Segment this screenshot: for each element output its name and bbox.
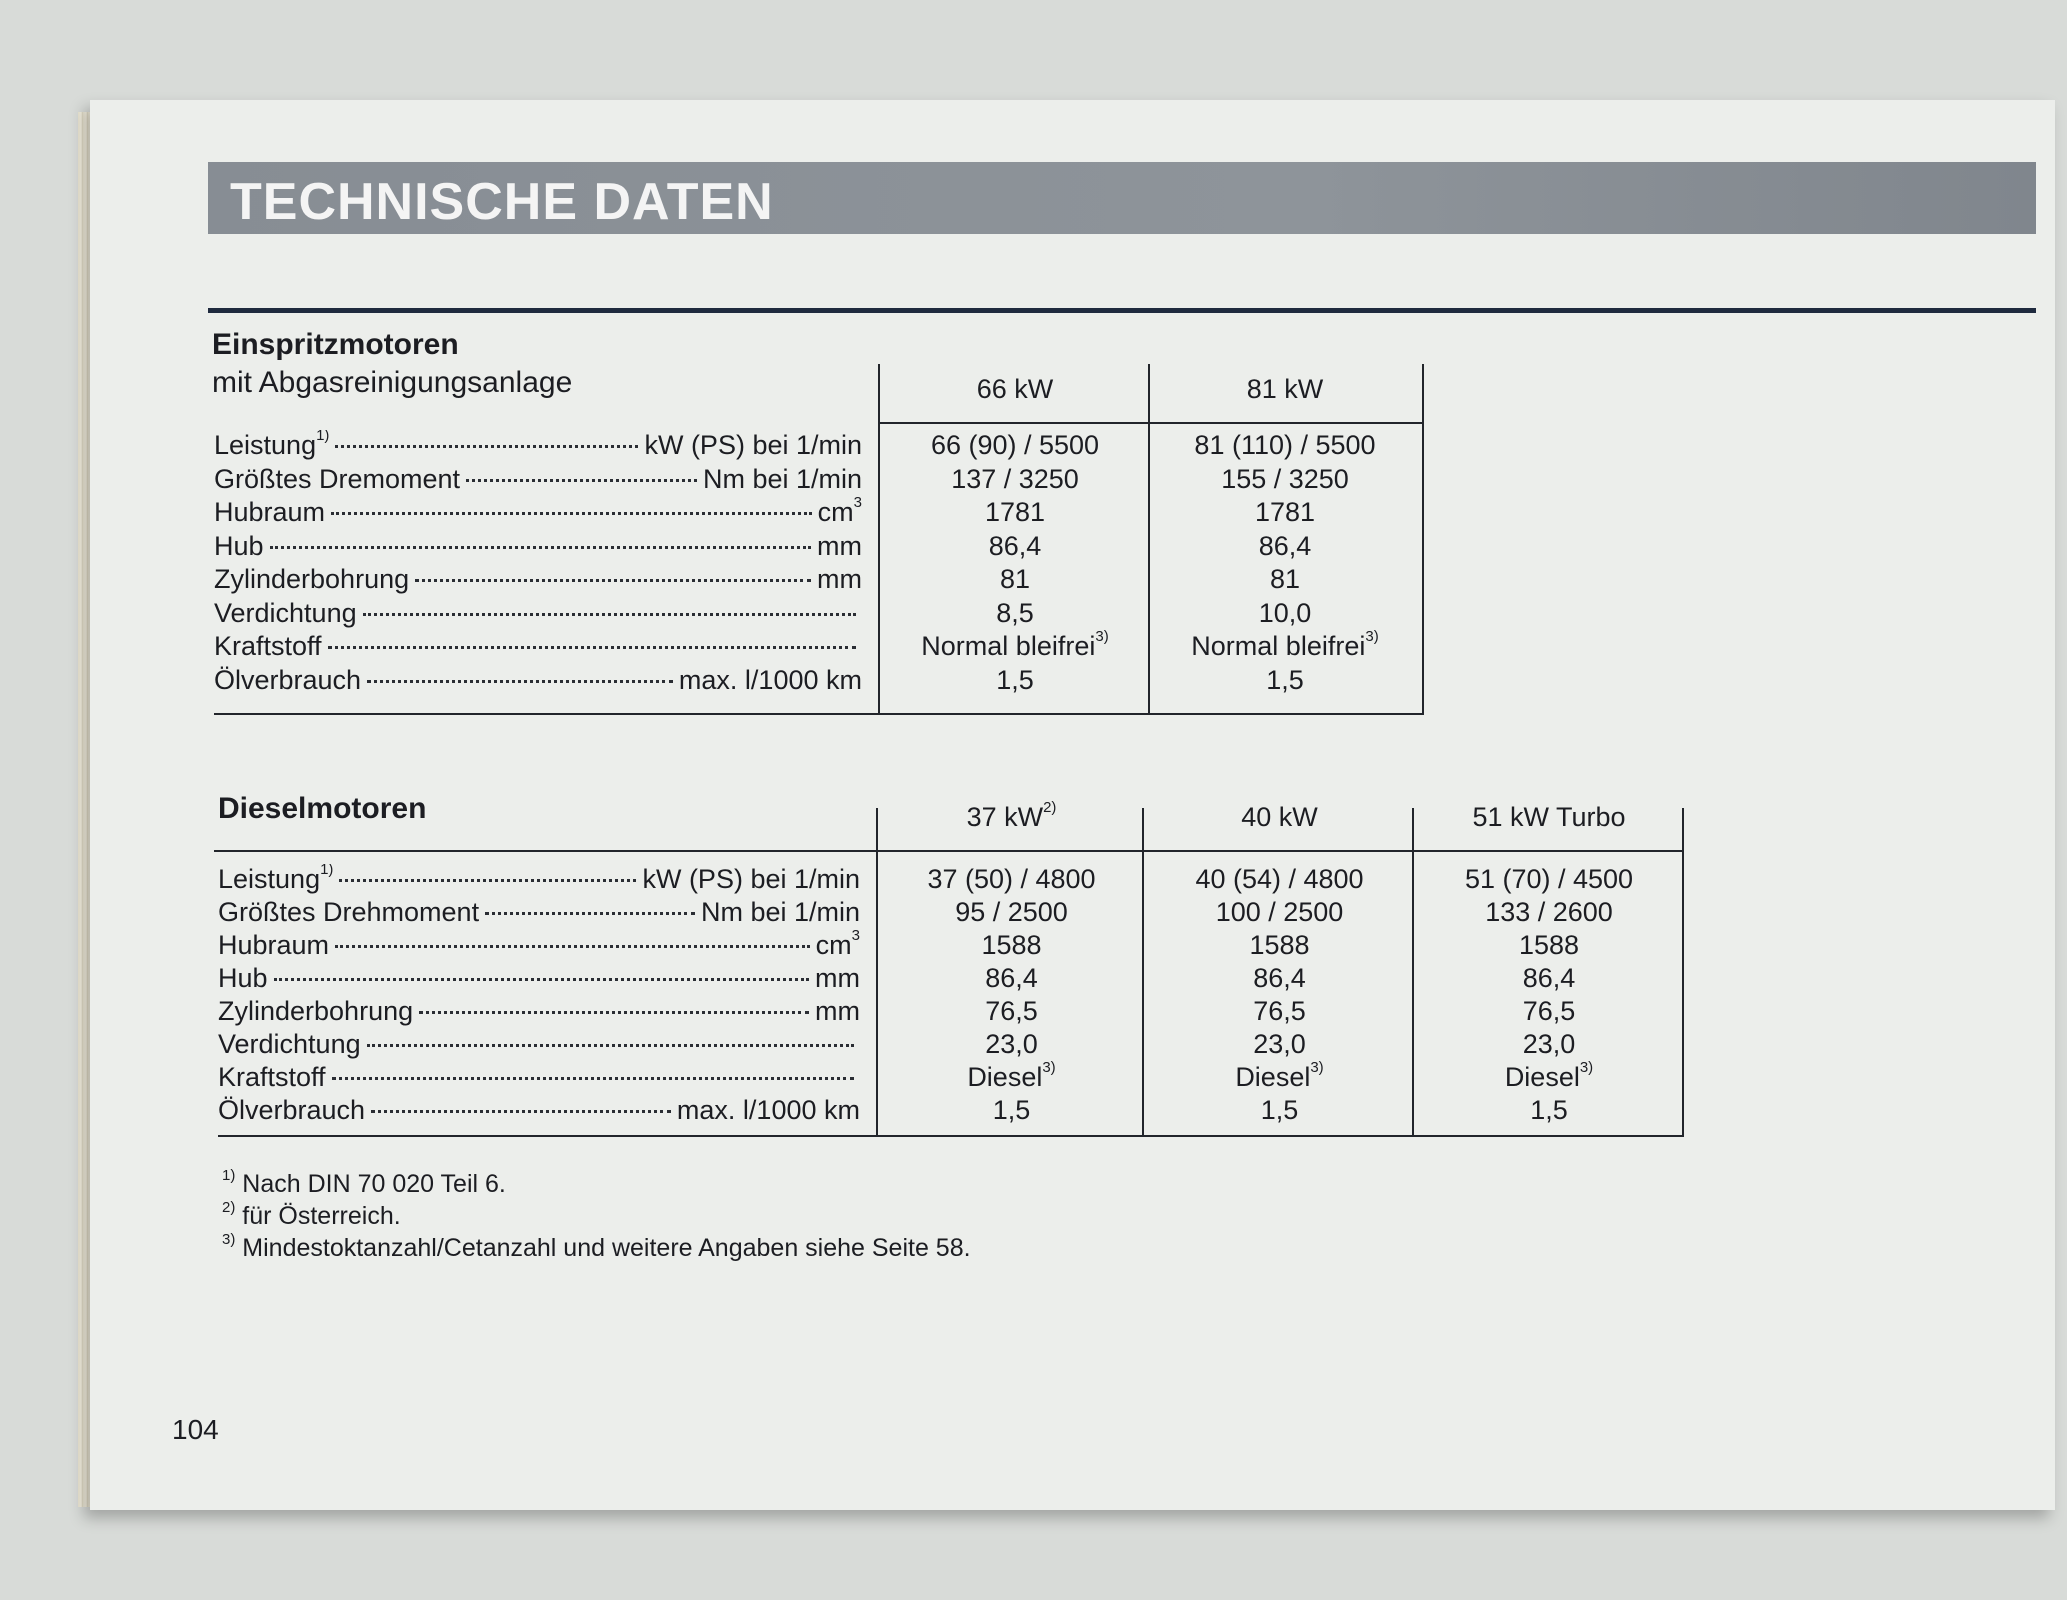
dot-leader: [466, 479, 697, 482]
spec-value-text: 1781: [984, 497, 1046, 527]
spec-name: Leistung$^{1)}$: [218, 864, 333, 895]
unit-exponent: 3: [853, 497, 862, 511]
spec-unit: $cm^3$: [818, 497, 862, 528]
spec-row-label: [214, 531, 862, 562]
spec-value: [1145, 963, 1414, 994]
spec-row-label: [214, 665, 862, 696]
column-header-label: 37 kW: [966, 802, 1044, 832]
spec-unit: kW (PS) bei 1/min: [644, 430, 862, 460]
spec-value: [1150, 598, 1420, 629]
spec-unit: max. l/1000 km: [678, 664, 862, 695]
spec-value: [1414, 897, 1684, 928]
spec-name: Leistung$^{1)}$: [214, 430, 329, 461]
footnote-mark: 1): [222, 1167, 236, 1184]
footnote-mark: 3): [222, 1231, 236, 1248]
header-divider: [214, 850, 1684, 852]
spec-value: [1145, 1029, 1414, 1060]
spec-unit: Nm bei 1/min: [700, 897, 860, 927]
column-header-footnote-mark: 2): [1043, 799, 1057, 816]
spec-row-label: [218, 1095, 860, 1126]
column-header-label: 51 kW Turbo: [1472, 802, 1626, 832]
spec-value: [1414, 996, 1684, 1027]
spec-row-label: [214, 464, 862, 495]
spec-value-text: 1588: [1249, 930, 1310, 960]
page-number: 104: [172, 1414, 219, 1445]
column-header: [1150, 374, 1420, 405]
spec-value: [1150, 464, 1420, 495]
spec-value-text: 1588: [1518, 930, 1580, 960]
footnote-item: [222, 1231, 971, 1263]
spec-value-text: Normal bleifrei: [1191, 631, 1366, 661]
section-header-bar: [208, 162, 2036, 234]
dot-leader: [367, 680, 673, 683]
spec-name: Verdichtung: [218, 1029, 361, 1059]
footnote-mark: 1): [320, 864, 334, 878]
spec-value-text: 95 / 2500: [955, 897, 1068, 927]
column-header-label: 40 kW: [1241, 802, 1318, 832]
table-bottom-rule: [218, 1135, 1684, 1137]
spec-value-text: 1588: [981, 930, 1042, 960]
dot-leader: [331, 512, 812, 515]
spec-value: [878, 1095, 1145, 1126]
spec-value: [1150, 665, 1420, 696]
spec-row-label: [214, 631, 862, 662]
spec-value: [1414, 864, 1684, 895]
spec-value-text: 10,0: [1258, 597, 1312, 628]
spec-name: Hub: [218, 963, 268, 993]
spec-row-label: [214, 598, 862, 629]
spec-value: [1414, 963, 1684, 994]
footnote-mark: 3): [1579, 1059, 1594, 1076]
spec-value-text: 76,5: [985, 996, 1038, 1026]
column-header-label: 66 kW: [976, 374, 1054, 404]
spec-value-text: 81: [999, 564, 1031, 594]
spec-value-text: 23,0: [1522, 1029, 1576, 1059]
spec-row-label: [218, 1062, 860, 1093]
spec-value-text: 1,5: [1266, 664, 1304, 695]
dot-leader: [415, 579, 811, 582]
footnote-item: [222, 1199, 401, 1231]
spec-row-label: [214, 430, 862, 461]
spec-value-text: 133 / 2600: [1485, 897, 1613, 927]
spec-row-label: [218, 930, 860, 961]
spec-row-label: [218, 897, 860, 928]
spec-value: [880, 464, 1150, 495]
table-bottom-rule: [214, 713, 1424, 715]
spec-unit: mm: [815, 963, 860, 993]
spec-value: [1414, 1095, 1684, 1126]
spec-value-text: 86,4: [1253, 963, 1306, 993]
spec-value: [1145, 930, 1414, 961]
spec-value-text: 37 (50) / 4800: [927, 864, 1096, 894]
spec-value-text: 1,5: [996, 664, 1034, 695]
spec-value: [1150, 497, 1420, 528]
spec-value: [880, 430, 1150, 461]
spec-value: [878, 1059, 1145, 1093]
spec-name: Hubraum: [214, 497, 326, 527]
dot-leader: [335, 445, 638, 448]
spec-value-text: 23,0: [1253, 1029, 1306, 1059]
dot-leader: [419, 1011, 809, 1014]
injection-title: Einspritzmotoren: [212, 328, 459, 361]
spec-value: [880, 497, 1150, 528]
spec-value-text: Diesel: [1235, 1062, 1311, 1092]
spec-value-text: 100 / 2500: [1215, 897, 1344, 927]
spec-value-text: 40 (54) / 4800: [1195, 864, 1364, 894]
dot-leader: [270, 546, 811, 549]
page-title: TECHNISCHE DATEN: [230, 173, 774, 231]
spec-row-label: [218, 996, 860, 1027]
spec-unit: max. l/1000 km: [676, 1095, 860, 1125]
spec-value: [878, 864, 1145, 895]
spec-value: [1145, 864, 1414, 895]
spec-unit: $cm^3$: [816, 930, 860, 961]
spec-name: Verdichtung: [214, 597, 357, 628]
spec-name: Zylinderbohrung: [218, 996, 414, 1026]
header-rule: [208, 308, 2036, 313]
spec-unit: mm: [817, 530, 862, 561]
spec-value: [880, 598, 1150, 629]
spec-value-text: 66 (90) / 5500: [930, 430, 1100, 460]
column-divider: [1422, 364, 1424, 715]
spec-value-text: 51 (70) / 4500: [1464, 864, 1634, 894]
spec-name: Zylinderbohrung: [214, 564, 410, 594]
dot-leader: [332, 1077, 854, 1080]
spec-value: [1150, 531, 1420, 562]
spec-value-text: 76,5: [1253, 996, 1306, 1026]
footnote-text: Mindestoktanzahl/Cetanzahl und weitere Angaben siehe Seite 58.: [235, 1234, 971, 1262]
unit-exponent: 3: [851, 930, 860, 944]
spec-unit: mm: [817, 564, 862, 594]
spec-value-text: 81 (110) / 5500: [1194, 430, 1376, 460]
spec-value-text: 1,5: [1530, 1095, 1568, 1125]
spec-row-label: [218, 864, 860, 895]
spec-name: Hub: [214, 530, 264, 561]
spec-value: [1145, 1095, 1414, 1126]
spec-value-text: Normal bleifrei: [921, 631, 1096, 661]
dot-leader: [274, 978, 809, 981]
diesel-title: Dieselmotoren: [218, 792, 427, 825]
footnote-mark: 3): [1365, 628, 1379, 645]
injection-subtitle: mit Abgasreinigungsanlage: [212, 366, 573, 399]
dot-leader: [485, 912, 695, 915]
spec-value-text: 8,5: [996, 597, 1034, 628]
spec-value: [1145, 897, 1414, 928]
footnote-text: für Österreich.: [235, 1202, 401, 1230]
spec-unit: Nm bei 1/min: [702, 463, 862, 494]
dot-leader: [367, 1044, 854, 1047]
column-header: [1145, 802, 1414, 833]
spec-name: Kraftstoff: [214, 631, 322, 661]
dot-leader: [363, 613, 856, 616]
spec-unit: kW (PS) bei 1/min: [642, 864, 860, 894]
spec-name: Kraftstoff: [218, 1062, 326, 1092]
spec-value-text: 137 / 3250: [951, 463, 1079, 494]
spec-row-label: [214, 497, 862, 528]
spec-name: Hubraum: [218, 930, 330, 960]
footnote-text: Nach DIN 70 020 Teil 6.: [235, 1170, 506, 1198]
spec-value-text: 81: [1269, 564, 1301, 594]
spec-value: [878, 963, 1145, 994]
spec-value: [1145, 1059, 1414, 1093]
column-header: [1414, 802, 1684, 833]
dot-leader: [335, 945, 810, 948]
footnote-mark: 2): [222, 1199, 236, 1216]
header-divider: [880, 422, 1424, 424]
spec-value: [1150, 430, 1420, 461]
spec-value: [880, 628, 1150, 662]
dot-leader: [371, 1110, 671, 1113]
spec-value: [880, 665, 1150, 696]
spec-value-text: 86,4: [985, 963, 1038, 993]
spec-value-text: 76,5: [1522, 996, 1576, 1026]
spec-value-text: 86,4: [988, 530, 1042, 561]
footnote-mark: 1): [316, 430, 330, 444]
spec-name: Größtes Drehmoment: [218, 897, 480, 927]
spec-value: [878, 930, 1145, 961]
spec-name: Ölverbrauch: [214, 664, 362, 695]
spec-value: [878, 1029, 1145, 1060]
spec-row-label: [214, 564, 862, 595]
spec-value: [878, 996, 1145, 1027]
spec-value: [1414, 930, 1684, 961]
column-header: [878, 799, 1145, 833]
column-header-label: 81 kW: [1246, 374, 1324, 404]
dot-leader: [339, 879, 636, 882]
spec-value: [1414, 1059, 1684, 1093]
spec-value: [880, 531, 1150, 562]
spec-value-text: Diesel: [967, 1062, 1043, 1092]
footnote-item: [222, 1167, 506, 1199]
spec-value: [880, 564, 1150, 595]
spec-value: [878, 897, 1145, 928]
spec-value-text: 1,5: [1260, 1095, 1299, 1125]
spec-value: [1150, 564, 1420, 595]
footnote-mark: 3): [1095, 628, 1109, 645]
spec-value-text: 86,4: [1522, 963, 1576, 993]
spec-value-text: 86,4: [1258, 530, 1312, 561]
spec-name: Größtes Dremoment: [214, 463, 461, 494]
spec-value: [1414, 1029, 1684, 1060]
spec-name: Ölverbrauch: [218, 1095, 366, 1125]
spec-row-label: [218, 1029, 860, 1060]
spec-row-label: [218, 963, 860, 994]
spec-value: [1145, 996, 1414, 1027]
footnote-mark: 3): [1310, 1059, 1324, 1076]
dot-leader: [328, 646, 856, 649]
column-header: [880, 374, 1150, 405]
spec-value: [1150, 628, 1420, 662]
footnote-mark: 3): [1042, 1059, 1056, 1076]
spec-value-text: 1,5: [992, 1095, 1031, 1125]
spec-unit: mm: [815, 996, 860, 1026]
spec-value-text: 1781: [1254, 497, 1316, 527]
spec-value-text: Diesel: [1504, 1062, 1580, 1092]
spec-value-text: 23,0: [985, 1029, 1038, 1059]
spec-value-text: 155 / 3250: [1221, 463, 1349, 494]
